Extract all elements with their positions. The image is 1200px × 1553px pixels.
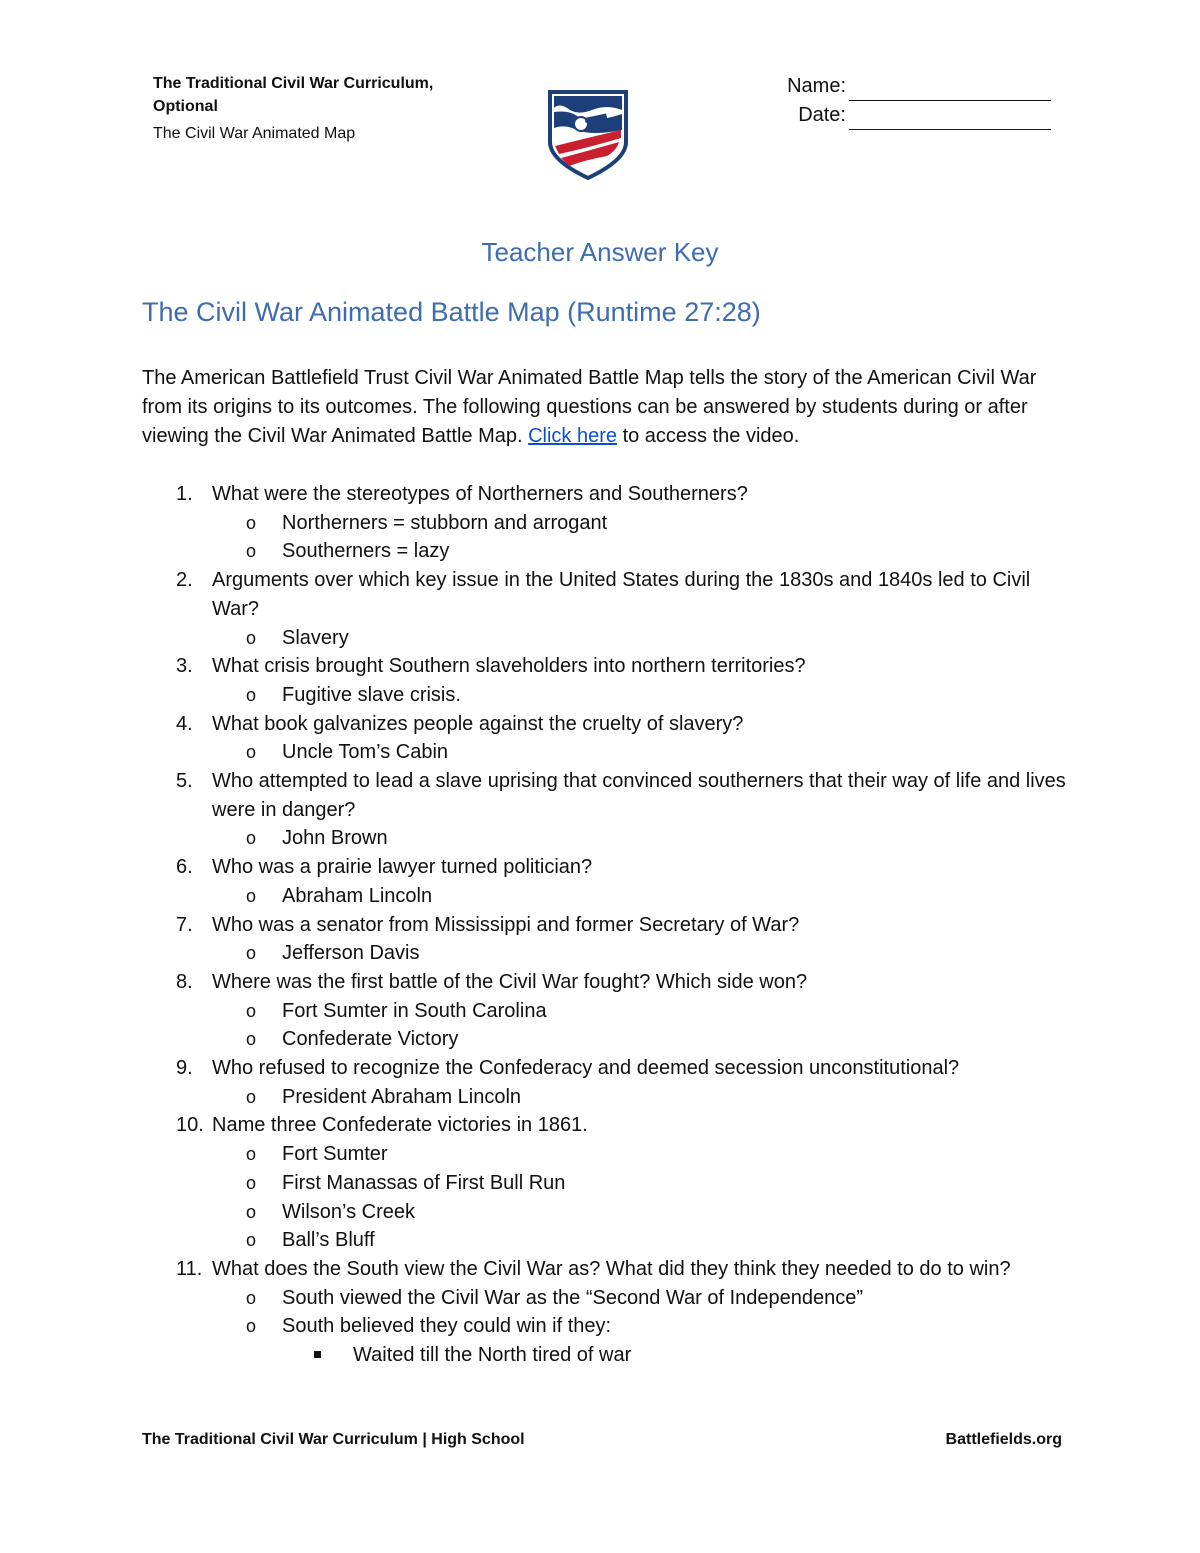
question-text: Arguments over which key issue in the United States during the 1830s and 1840s led to Civil War?: [212, 569, 1031, 620]
answer-item: [142, 1140, 1072, 1169]
question-item: [142, 1054, 1072, 1083]
question-text: Who was a prairie lawyer turned politician?: [212, 856, 593, 879]
question-text: Who attempted to lead a slave uprising that convinced southerners that their way of life and lives were in danger?: [212, 770, 1066, 821]
answer-text: Southerners = lazy: [282, 540, 450, 563]
question-number: 5.: [176, 770, 193, 793]
question-item: [142, 853, 1072, 882]
bullet-icon: o: [246, 1172, 257, 1193]
bullet-icon: o: [246, 541, 257, 562]
question-text: What were the stereotypes of Northerners and Southerners?: [212, 483, 748, 505]
answer-text: Jefferson Davis: [282, 942, 420, 965]
question-text: Name three Confederate victories in 1861.: [212, 1114, 588, 1137]
question-item: [142, 1255, 1072, 1284]
bullet-icon: o: [246, 1230, 257, 1251]
sub-answer-text: Waited till the North tired of war: [353, 1344, 632, 1367]
footer-left: The Traditional Civil War Curriculum | High School: [142, 1431, 525, 1448]
intro-text-after: to access the video.: [617, 425, 800, 447]
answer-text: Wilson’s Creek: [282, 1200, 415, 1223]
question-number: 9.: [176, 1057, 193, 1080]
question-item: [142, 1111, 1072, 1140]
answer-item: [142, 681, 1072, 710]
intro-paragraph: [142, 364, 1072, 451]
answer-item: [142, 1198, 1072, 1227]
answer-item: [142, 509, 1072, 538]
answer-item: [142, 1169, 1072, 1198]
name-field[interactable]: [849, 78, 1051, 101]
name-label: Name:: [787, 75, 846, 97]
answer-text: South believed they could win if they:: [282, 1315, 612, 1338]
answer-text: John Brown: [282, 827, 388, 850]
answer-text: President Abraham Lincoln: [282, 1085, 522, 1108]
question-number: 6.: [176, 856, 193, 879]
question-number: 11.: [176, 1257, 203, 1280]
question-number: 8.: [176, 970, 193, 993]
answer-item: [142, 939, 1072, 968]
video-link[interactable]: Click here: [528, 425, 618, 447]
answer-text: Uncle Tom’s Cabin: [282, 741, 449, 764]
question-item: [142, 652, 1072, 681]
answer-text: Slavery: [282, 626, 349, 649]
question-list: [142, 480, 1072, 1370]
sub-answer-item: [142, 1341, 1072, 1370]
answer-text: Fort Sumter in South Carolina: [282, 999, 547, 1022]
square-bullet-icon: [314, 1351, 321, 1358]
question-number: 2.: [176, 569, 193, 592]
answer-text: Fugitive slave crisis.: [282, 683, 461, 706]
header-curriculum: [153, 72, 433, 145]
bullet-icon: o: [246, 1029, 257, 1050]
header-fields: [760, 72, 1051, 130]
answer-item: [142, 537, 1072, 566]
bullet-icon: o: [246, 885, 257, 906]
question-item: [142, 566, 1072, 623]
question-text: What does the South view the Civil War as? What did they think they needed to do to win?: [212, 1257, 1011, 1280]
question-number: 10.: [176, 1114, 204, 1137]
answer-text: South viewed the Civil War as the “Second War of Independence”: [282, 1286, 864, 1309]
question-text: Where was the first battle of the Civil War fought? Which side won?: [212, 970, 808, 993]
bullet-icon: o: [246, 943, 257, 964]
date-label: Date:: [798, 104, 846, 126]
bullet-icon: o: [246, 627, 257, 648]
answer-text: Northerners = stubborn and arrogant: [282, 511, 608, 534]
answer-text: Confederate Victory: [282, 1028, 459, 1051]
answer-item: [142, 1284, 1072, 1313]
answer-item: [142, 1083, 1072, 1112]
question-number: 4.: [176, 712, 193, 735]
answer-item: [142, 738, 1072, 767]
bullet-icon: o: [246, 1287, 257, 1308]
bullet-icon: o: [246, 512, 257, 533]
curriculum-line2: Optional: [153, 98, 218, 115]
bullet-icon: o: [246, 1000, 257, 1021]
question-text: What crisis brought Southern slaveholders into northern territories?: [212, 655, 806, 678]
question-number: 3.: [176, 655, 193, 678]
bullet-icon: o: [246, 742, 257, 763]
bullet-icon: o: [246, 828, 257, 849]
bullet-icon: o: [246, 1086, 257, 1107]
page-title: The Civil War Animated Battle Map (Runtime 27:28): [142, 297, 761, 327]
answer-text: Abraham Lincoln: [282, 884, 433, 907]
answer-item: [142, 882, 1072, 911]
bullet-icon: o: [246, 1201, 257, 1222]
question-item: [142, 911, 1072, 940]
answer-key-title: Teacher Answer Key: [481, 237, 719, 267]
question-item: [142, 767, 1072, 824]
header-subtitle: The Civil War Animated Map: [153, 125, 356, 142]
footer-site: Battlefields.org: [945, 1431, 1062, 1448]
question-item: [142, 710, 1072, 739]
question-number: 1.: [176, 483, 193, 505]
curriculum-line1: The Traditional Civil War Curriculum,: [153, 75, 434, 92]
question-item: [142, 968, 1072, 997]
intro-text-before: The American Battlefield Trust Civil War Animated Battle Map tells the story of the American Civil War from its origins to its outcomes. The following questions can be answered by students during or after viewing the Civil War Animated Battle Map.: [142, 367, 1037, 447]
answer-item: [142, 1025, 1072, 1054]
footer: [142, 1431, 1062, 1449]
question-text: What book galvanizes people against the cruelty of slavery?: [212, 712, 744, 735]
answer-item: [142, 1312, 1072, 1341]
bullet-icon: o: [246, 1144, 257, 1165]
question-text: Who refused to recognize the Confederacy and deemed secession unconstitutional?: [212, 1057, 960, 1080]
question-item: [142, 480, 1072, 509]
battlefield-trust-shield-logo: [547, 90, 629, 180]
answer-text: Fort Sumter: [282, 1143, 388, 1166]
answer-item: [142, 997, 1072, 1026]
answer-text: First Manassas of First Bull Run: [282, 1171, 566, 1194]
bullet-icon: o: [246, 1316, 257, 1337]
answer-item: [142, 1226, 1072, 1255]
question-number: 7.: [176, 913, 193, 936]
answer-item: [142, 824, 1072, 853]
answer-item: [142, 624, 1072, 653]
bullet-icon: o: [246, 684, 257, 705]
answer-text: Ball’s Bluff: [282, 1229, 375, 1252]
date-field[interactable]: [849, 107, 1051, 130]
question-text: Who was a senator from Mississippi and former Secretary of War?: [212, 913, 800, 936]
